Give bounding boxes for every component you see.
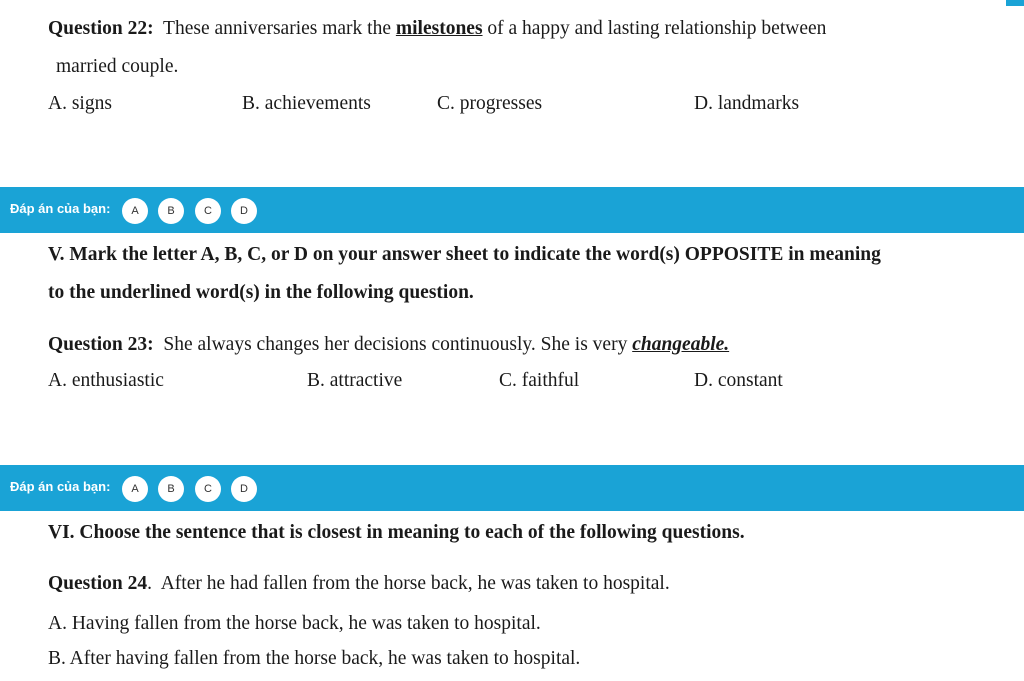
answer-bar-1-label: Đáp án của bạn: [10,201,111,216]
question-22-line-1 [48,18,826,40]
question-24-text: After he had fallen from the horse back, he was taken to hospital. [160,573,670,594]
question-22-label: Question 22: [48,18,154,39]
answer-1-choice-b[interactable]: B [158,198,184,224]
question-23-text-before: She always changes her decisions continuously. She is very [163,334,628,355]
section-5-heading-line-2: to the underlined word(s) in the following question. [48,282,474,303]
question-23-option-d: D. constant [694,370,783,391]
section-6-heading: VI. Choose the sentence that is closest in meaning to each of the following questions. [48,522,745,543]
answer-bar-2-label: Đáp án của bạn: [10,479,111,494]
question-22-option-a: A. signs [48,93,112,114]
question-24-option-a: A. Having fallen from the horse back, he was taken to hospital. [48,613,541,634]
question-23-label: Question 23: [48,334,154,355]
answer-1-choice-a[interactable]: A [122,198,148,224]
question-22-option-d: D. landmarks [694,93,800,114]
answer-bar-2 [0,465,1024,511]
answer-bar-1 [0,187,1024,233]
question-24-option-b: B. After having fallen from the horse back, he was taken to hospital. [48,648,581,669]
question-23-underlined-word: changeable. [632,334,730,355]
question-23-option-a: A. enthusiastic [48,370,164,391]
answer-2-choice-b[interactable]: B [158,476,184,502]
answer-1-choice-d[interactable]: D [231,198,257,224]
question-23-option-b: B. attractive [307,370,403,391]
question-22-underlined-word: milestones [395,18,483,39]
question-24-line [48,573,670,595]
question-24-label: Question 24 [48,573,148,594]
question-23-option-c: C. faithful [499,370,580,391]
question-22-option-c: C. progresses [437,93,543,114]
question-22-text-before: These anniversaries mark the [163,18,391,39]
corner-accent [1006,0,1024,6]
question-22-text-after: of a happy and lasting relationship between [487,18,827,39]
question-22-option-b: B. achievements [242,93,371,114]
answer-2-choice-c[interactable]: C [195,476,221,502]
answer-1-choice-c[interactable]: C [195,198,221,224]
section-5-heading-line-1: V. Mark the letter A, B, C, or D on your answer sheet to indicate the word(s) OPPOSITE in meaning [48,244,881,265]
question-23-line [48,334,729,356]
answer-2-choice-a[interactable]: A [122,476,148,502]
question-24-label-suffix: . [147,573,153,594]
question-22-line-2: married couple. [56,56,179,77]
answer-2-choice-d[interactable]: D [231,476,257,502]
